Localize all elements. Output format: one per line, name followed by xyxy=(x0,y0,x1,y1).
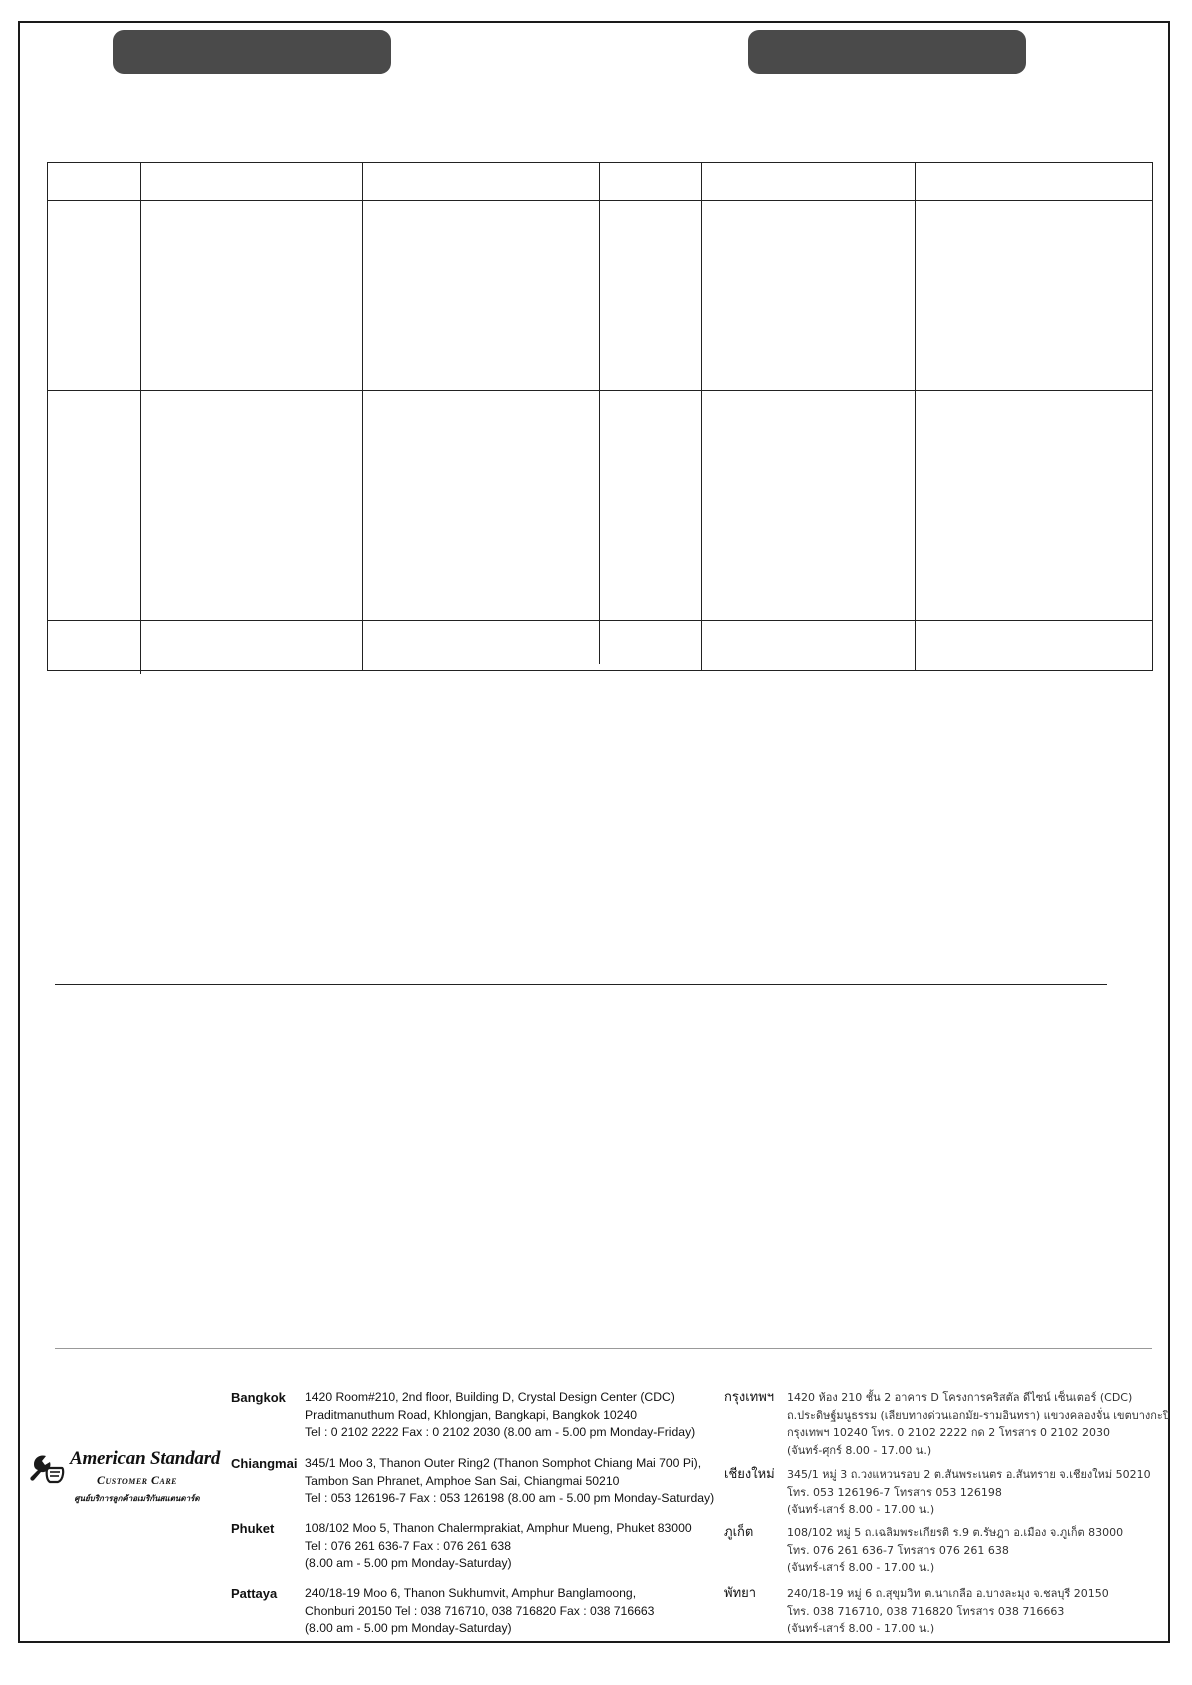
address-line: Chonburi 20150 Tel : 038 716710, 038 716820 Fax : 038 716663 xyxy=(305,1603,655,1618)
table-header-rule xyxy=(47,200,1153,201)
address-line: 1420 Room#210, 2nd floor, Building D, Crystal Design Center (CDC) xyxy=(305,1390,675,1404)
office-city: พัทยา xyxy=(724,1586,757,1601)
address-line: 345/1 หมู่ 3 ถ.วงแหวนรอบ 2 ต.สันพระเนตร อ.สันทราย จ.เชียงใหม่ 50210 xyxy=(787,1468,1151,1481)
office-city: เชียงใหม่ xyxy=(724,1467,775,1482)
office-address xyxy=(305,1585,654,1638)
office-city: Phuket xyxy=(231,1521,275,1536)
address-line: กรุงเทพฯ 10240 โทร. 0 2102 2222 กด 2 โทรสาร 0 2102 2030 xyxy=(787,1426,1111,1439)
address-line: ถ.ประดิษฐ์มนูธรรม (เลียบทางด่วนเอกมัย-รามอินทรา) แขวงคลองจั่น เขตบางกะปิ xyxy=(787,1408,1170,1422)
table-col-rule xyxy=(140,162,141,674)
office-city: Pattaya xyxy=(231,1586,278,1601)
header-label-right xyxy=(748,30,1026,74)
logo-subtitle: Customer Care xyxy=(96,1473,178,1487)
table-col-rule xyxy=(599,162,600,664)
table-col-rule xyxy=(362,162,363,671)
address-line: โทร. 076 261 636-7 โทรสาร 076 261 638 xyxy=(787,1543,1009,1557)
address-line: 240/18-19 Moo 6, Thanon Sukhumvit, Amphur Banglamoong, xyxy=(305,1586,637,1600)
office-address xyxy=(787,1585,1109,1638)
wrench-logo-icon xyxy=(28,1450,66,1490)
table-border-bottom xyxy=(47,670,1153,671)
office-city: ภูเก็ต xyxy=(724,1525,754,1540)
record-table xyxy=(47,162,1153,671)
header-label-left xyxy=(113,30,391,74)
address-line: (จันทร์-เสาร์ 8.00 - 17.00 น.) xyxy=(787,1561,935,1574)
logo-thai-tagline: ศูนย์บริการลูกค้าอเมริกันสแตนดาร์ด xyxy=(74,1494,200,1503)
office-address xyxy=(305,1520,692,1573)
office-city: Bangkok xyxy=(231,1390,286,1405)
address-line: (จันทร์-เสาร์ 8.00 - 17.00 น.) xyxy=(787,1503,935,1516)
address-line: 345/1 Moo 3, Thanon Outer Ring2 (Thanon Somphot Chiang Mai 700 Pi), xyxy=(305,1456,702,1470)
address-line: (8.00 am - 5.00 pm Monday-Saturday) xyxy=(305,1621,512,1635)
office-address xyxy=(787,1466,1151,1519)
address-line: Tel : 076 261 636-7 Fax : 076 261 638 xyxy=(305,1538,511,1553)
table-row-rule xyxy=(47,620,1153,621)
address-line: โทร. 053 126196-7 โทรสาร 053 126198 xyxy=(787,1485,1002,1499)
office-city: Chiangmai xyxy=(231,1456,298,1471)
address-line: Tel : 053 126196-7 Fax : 053 126198 (8.00 am - 5.00 pm Monday-Saturday) xyxy=(305,1491,715,1505)
address-line: (จันทร์-เสาร์ 8.00 - 17.00 น.) xyxy=(787,1622,935,1635)
logo-brand-text: American Standard xyxy=(70,1448,221,1469)
table-col-rule xyxy=(915,162,916,671)
table-col-rule xyxy=(701,162,702,671)
address-line: (จันทร์-ศุกร์ 8.00 - 17.00 น.) xyxy=(787,1443,932,1457)
footer-divider xyxy=(55,1348,1152,1349)
table-border-left xyxy=(47,162,48,671)
office-address xyxy=(305,1389,695,1442)
office-address xyxy=(787,1389,1170,1459)
office-city: กรุงเทพฯ xyxy=(724,1390,775,1405)
address-line: 108/102 หมู่ 5 ถ.เฉลิมพระเกียรติ ร.9 ต.รัษฎา อ.เมือง จ.ภูเก็ต 83000 xyxy=(787,1526,1124,1539)
address-line: 1420 ห้อง 210 ชั้น 2 อาคาร D โครงการคริสตัล ดีไซน์ เซ็นเตอร์ (CDC) xyxy=(787,1391,1133,1404)
address-line: Tel : 0 2102 2222 Fax : 0 2102 2030 (8.00 am - 5.00 pm Monday-Friday) xyxy=(305,1425,696,1439)
address-line: (8.00 am - 5.00 pm Monday-Saturday) xyxy=(305,1556,512,1570)
table-border-top xyxy=(47,162,1153,163)
office-address xyxy=(305,1455,714,1508)
office-address xyxy=(787,1524,1123,1577)
section-divider xyxy=(55,984,1107,985)
table-border-right xyxy=(1152,162,1153,671)
table-row-rule xyxy=(47,390,1153,391)
address-line: Tambon San Phranet, Amphoe San Sai, Chiangmai 50210 xyxy=(305,1473,620,1488)
address-line: 240/18-19 หมู่ 6 ถ.สุขุมวิท ต.นาเกลือ อ.บางละมุง จ.ชลบุรี 20150 xyxy=(787,1587,1109,1600)
address-line: โทร. 038 716710, 038 716820 โทรสาร 038 716663 xyxy=(787,1604,1065,1618)
address-line: 108/102 Moo 5, Thanon Chalermprakiat, Amphur Mueng, Phuket 83000 xyxy=(305,1521,692,1535)
address-line: Praditmanuthum Road, Khlongjan, Bangkapi, Bangkok 10240 xyxy=(305,1407,637,1422)
american-standard-logo xyxy=(28,1448,221,1510)
